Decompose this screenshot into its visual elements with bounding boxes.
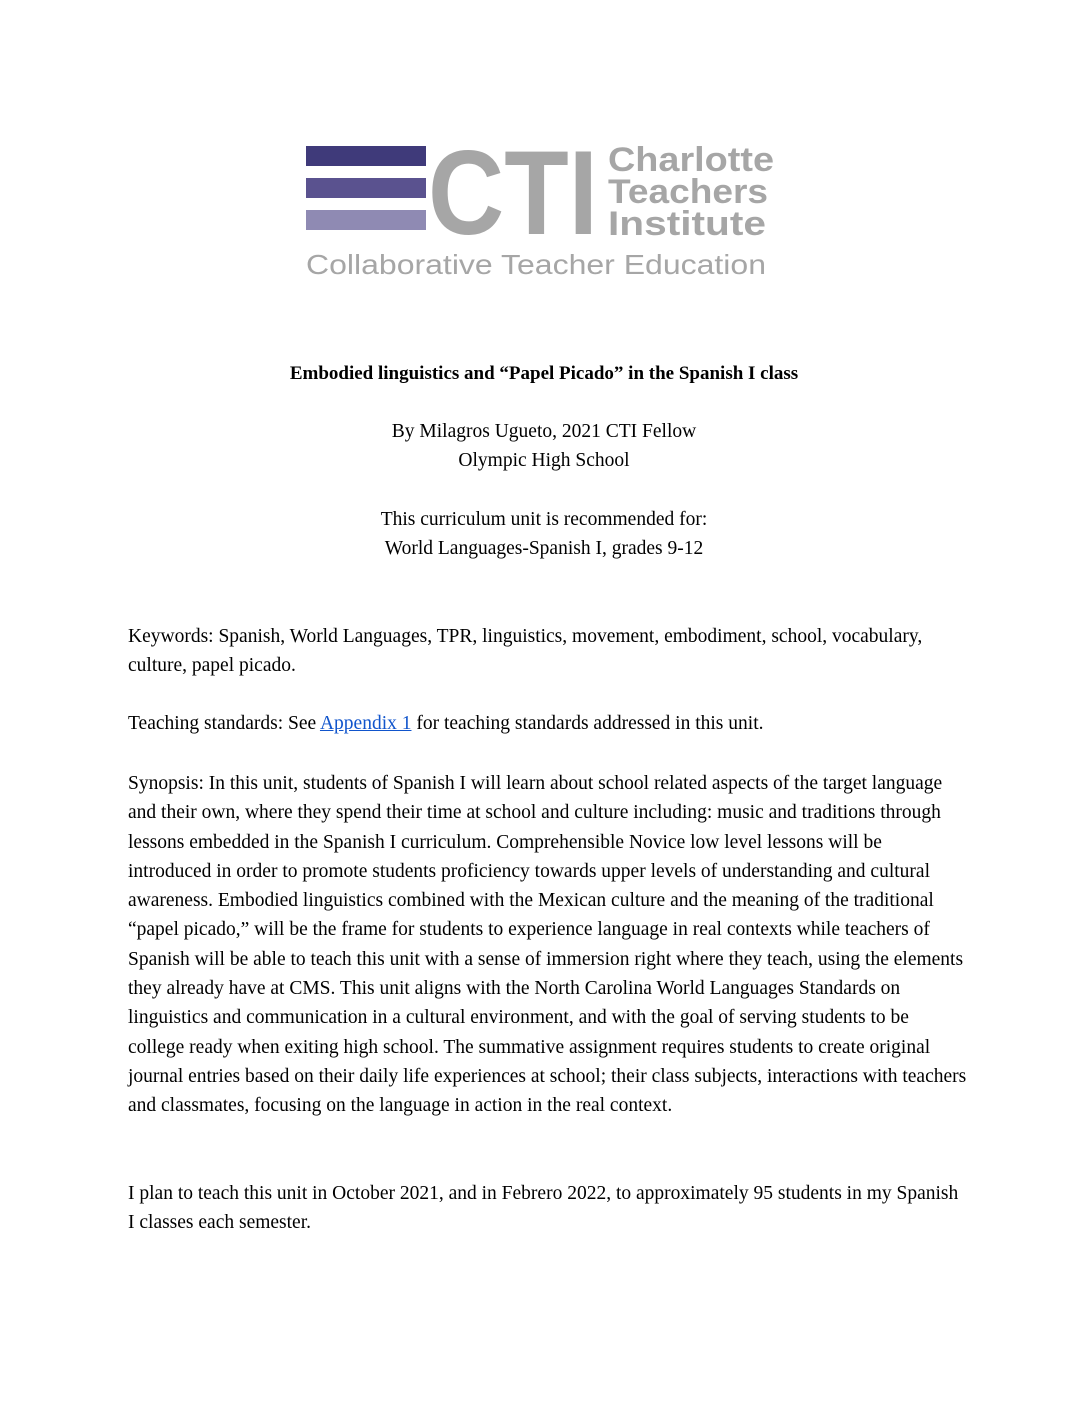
logo-acronym: CTI (428, 136, 598, 260)
school-line: Olympic High School (458, 450, 630, 471)
plan-paragraph: I plan to teach this unit in October 2021, and in Febrero 2022, to approximately 95 students in my Spanish I classes each semester. (128, 1183, 959, 1234)
logo-bar-top (306, 146, 426, 166)
logo-bars (306, 146, 426, 230)
teaching-standards-paragraph (128, 709, 968, 738)
logo-name-line3: Institute (608, 205, 766, 243)
synopsis-paragraph: Synopsis: In this unit, students of Spanish I will learn about school related aspects of the target language and their own, where they spend their time at school and culture including: music and traditions through lessons embedded in the Spanish I curriculum. Comprehensible Novice low level lessons will be introduced in order to promote students proficiency towards upper levels of understanding and cultural awareness. Embodied linguistics combined with the Mexican culture and the meaning of the traditional “papel picado,” will be the frame for students to experience language in real contexts while teachers of Spanish will be able to teach this unit with a sense of immersion right where they teach, using the elements they already have at CMS. This unit aligns with the North Carolina World Languages Standards on linguistics and communication in a cultural environment, and with the goal of serving students to be college ready when exiting high school. The summative assignment requires students to create original journal entries based on their daily life experiences at school; their class subjects, interactions with teachers and classmates, focusing on the language in action in the real context. (128, 773, 967, 1117)
keywords-paragraph: Keywords: Spanish, World Languages, TPR, linguistics, movement, embodiment, school, vocabulary, culture, papel picado. (128, 626, 923, 677)
appendix-1-link[interactable]: Appendix 1 (319, 713, 412, 734)
standards-prefix: Teaching standards: See (128, 713, 320, 734)
byline (0, 417, 1088, 475)
logo-bar-middle (306, 178, 426, 198)
recommendation (0, 505, 1088, 563)
logo-name-line1: Charlotte (608, 141, 774, 179)
cti-logo (302, 136, 782, 288)
recommend-line-2: World Languages-Spanish I, grades 9-12 (384, 538, 704, 559)
recommend-line-1: This curriculum unit is recommended for: (380, 509, 708, 530)
standards-suffix: for teaching standards addressed in this unit. (411, 713, 764, 734)
author-line: By Milagros Ugueto, 2021 CTI Fellow (391, 421, 697, 442)
logo-name-line2: Teachers (608, 173, 768, 211)
document-title: Embodied linguistics and “Papel Picado” in the Spanish I class (289, 363, 799, 384)
logo-tagline: Collaborative Teacher Education (306, 249, 766, 280)
logo-bar-bottom (306, 210, 426, 230)
